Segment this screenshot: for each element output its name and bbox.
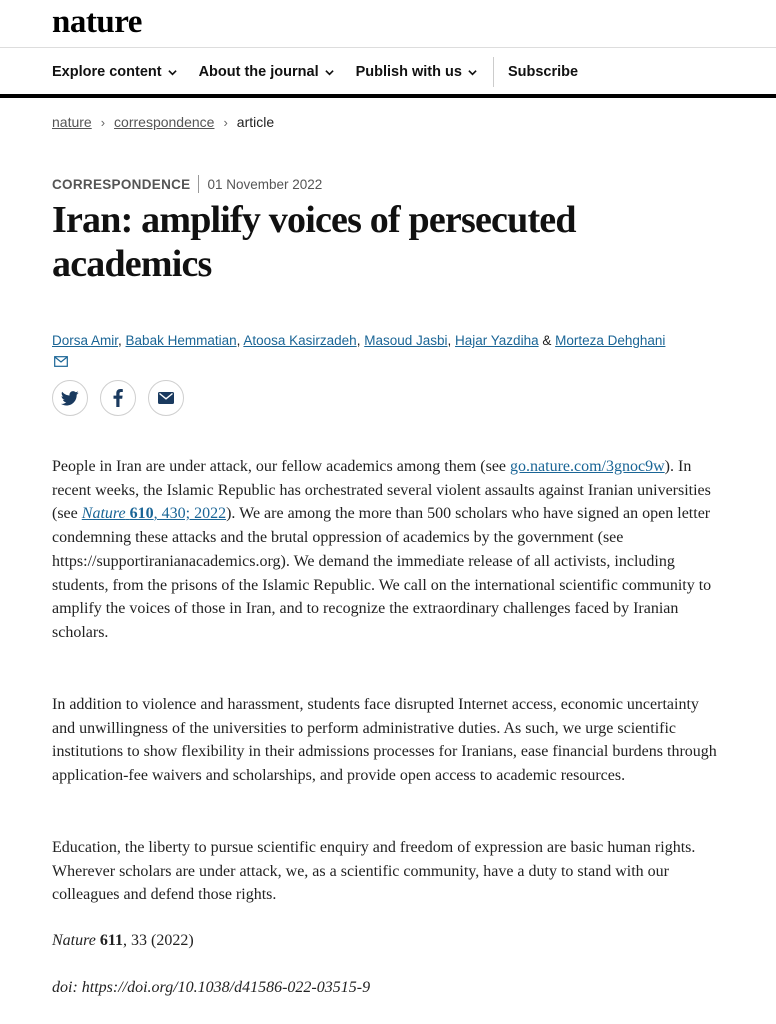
paragraph-text: ). We are among the more than 500 scholars who have signed an open letter condemning these attacks and the brutal oppression of academics by the government (see https://supportiranianacademics.org). We demand the immediate release of all activists, including students, from the prisons of the Islamic Republic. We call on the international scientific community to amplify the voices of those in Iran, and to recognize the extraordinary challenges faced by Iranian scholars. [52, 505, 712, 641]
share-twitter-button[interactable] [52, 380, 88, 416]
reference-pages: , 430; 2022 [153, 505, 227, 523]
chevron-down-icon [168, 68, 177, 77]
share-facebook-button[interactable] [100, 380, 136, 416]
twitter-icon [61, 391, 79, 406]
chevron-right-icon: › [100, 114, 106, 130]
reference-journal: Nature [81, 505, 126, 523]
author-separator: , [118, 333, 126, 348]
header-divider [0, 47, 776, 48]
paragraph-text: People in Iran are under attack, our fellow academics among them (see [52, 458, 511, 475]
nature-logo[interactable]: nature [52, 4, 142, 40]
nav-label: About the journal [198, 64, 319, 80]
reference-volume: 610 [129, 505, 154, 523]
author-separator: & [538, 333, 556, 348]
nav-label: Subscribe [507, 64, 579, 80]
author-separator: , [356, 333, 365, 348]
nav-explore-content[interactable] [52, 64, 177, 80]
chevron-right-icon: › [223, 114, 228, 130]
short-link[interactable]: go.nature.com/3gnoc9w [510, 458, 665, 475]
breadcrumb-nature[interactable]: nature [52, 114, 92, 130]
citation-volume: 611 [99, 932, 123, 949]
email-icon [158, 392, 174, 404]
author-separator: , [236, 333, 244, 348]
page-title: Iran: amplify voices of persecuted academics [52, 199, 576, 285]
share-buttons [52, 380, 196, 416]
nav-separator [493, 57, 494, 87]
meta-divider [198, 175, 199, 193]
author-link[interactable]: Masoud Jasbi [364, 333, 448, 348]
breadcrumb [52, 114, 274, 130]
author-list [52, 333, 742, 349]
author-separator: , [447, 333, 456, 348]
header-rule [0, 94, 776, 98]
nav-publish-with-us[interactable] [356, 64, 477, 80]
nav-about-journal[interactable] [199, 64, 334, 80]
article-paragraph-2: In addition to violence and harassment, students face disrupted Internet access, economic uncertainty and unwillingness of the universities to perform administrative duties. As such, we urge scientific institutions to show flexibility in their admissions processes for Iranians, ease financial burdens through application-fee waivers and scholarships, and provide open access to academic resources. [52, 696, 717, 785]
main-nav [52, 63, 600, 81]
paragraph-text: ). In recent weeks, the Islamic Republic has orchestrated several violent assaults against Iranian universities (see [52, 458, 711, 523]
author-link[interactable]: Morteza Dehghani [555, 333, 666, 348]
author-link[interactable]: Atoosa Kasirzadeh [243, 333, 357, 348]
chevron-down-icon [468, 68, 477, 77]
citation-pages: , 33 (2022) [122, 932, 194, 949]
nav-subscribe[interactable] [508, 64, 578, 80]
reference-link[interactable] [82, 505, 226, 522]
article-paragraph-1 [52, 455, 717, 645]
doi[interactable]: doi: https://doi.org/10.1038/d41586-022-03515-9 [52, 979, 371, 996]
author-link[interactable]: Hajar Yazdiha [455, 333, 539, 348]
citation [52, 932, 194, 950]
contact-author-mail-icon[interactable] [54, 356, 68, 367]
chevron-down-icon [325, 68, 334, 77]
article-meta [52, 175, 322, 193]
nav-label: Explore content [52, 64, 162, 80]
citation-journal: Nature [52, 932, 96, 949]
author-link[interactable]: Babak Hemmatian [125, 333, 237, 348]
facebook-icon [113, 389, 123, 407]
publish-date: 01 November 2022 [207, 176, 323, 192]
share-email-button[interactable] [148, 380, 184, 416]
breadcrumb-current: article [236, 114, 275, 130]
breadcrumb-correspondence[interactable]: correspondence [114, 114, 215, 130]
article-paragraph-3: Education, the liberty to pursue scientific enquiry and freedom of expression are basic human rights. Wherever scholars are under attack, we, as a scientific community, have a duty to stand with our colleagues and defend those rights. [52, 839, 696, 904]
article-type: CORRESPONDENCE [52, 176, 191, 192]
nav-label: Publish with us [355, 64, 462, 80]
author-link[interactable]: Dorsa Amir [52, 333, 119, 348]
